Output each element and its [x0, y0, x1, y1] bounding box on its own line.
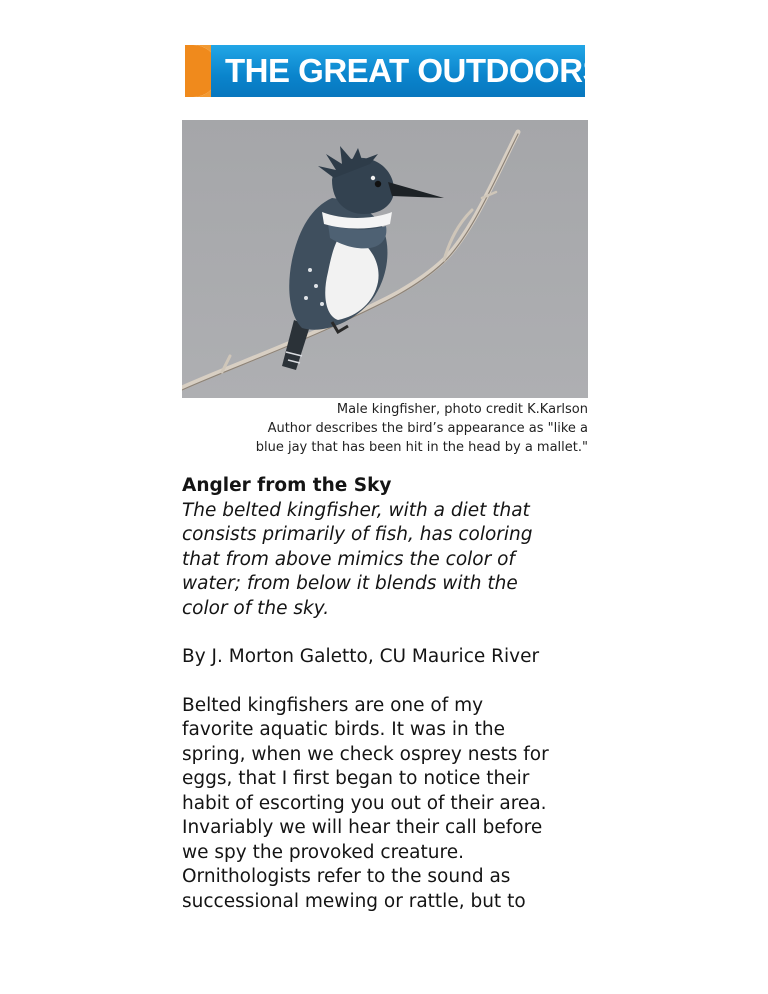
article-deck	[182, 499, 602, 622]
deck-line: water; from below it blends with the	[182, 573, 518, 594]
article-body	[182, 694, 602, 915]
article-byline: By J. Morton Galetto, CU Maurice River	[182, 646, 540, 667]
kingfisher-illustration	[182, 120, 588, 398]
body-line: Invariably we will hear their call before	[182, 817, 543, 838]
body-line: Belted kingfishers are one of my	[182, 694, 484, 716]
article	[182, 474, 602, 914]
body-line: we spy the provoked creature.	[182, 841, 464, 863]
body-line: spring, when we check osprey nests for	[182, 743, 549, 765]
body-line: eggs, that I first began to notice their	[182, 768, 530, 789]
caption-line: Author describes the bird’s appearance as "like a	[267, 421, 588, 436]
kingfisher-photo	[182, 120, 588, 398]
deck-line: that from above mimics the color of	[182, 548, 515, 570]
caption-line: blue jay that has been hit in the head by a mallet."	[255, 440, 588, 455]
banner-title: THE GREAT OUTDOORS	[225, 52, 605, 89]
caption-line: Male kingfisher, photo credit K.Karlson	[336, 402, 588, 417]
body-line: Ornithologists refer to the sound as	[182, 866, 511, 887]
body-line: habit of escorting you out of their area.	[182, 792, 547, 814]
section-banner	[185, 45, 605, 97]
deck-line: consists primarily of fish, has coloring	[182, 524, 533, 545]
article-headline: Angler from the Sky	[182, 475, 392, 496]
deck-line: The belted kingfisher, with a diet that	[182, 499, 530, 521]
photo-caption	[150, 400, 588, 457]
deck-line: color of the sky.	[182, 597, 330, 619]
body-line: favorite aquatic birds. It was in the	[182, 719, 505, 740]
body-line: successional mewing or rattle, but to	[182, 890, 526, 912]
